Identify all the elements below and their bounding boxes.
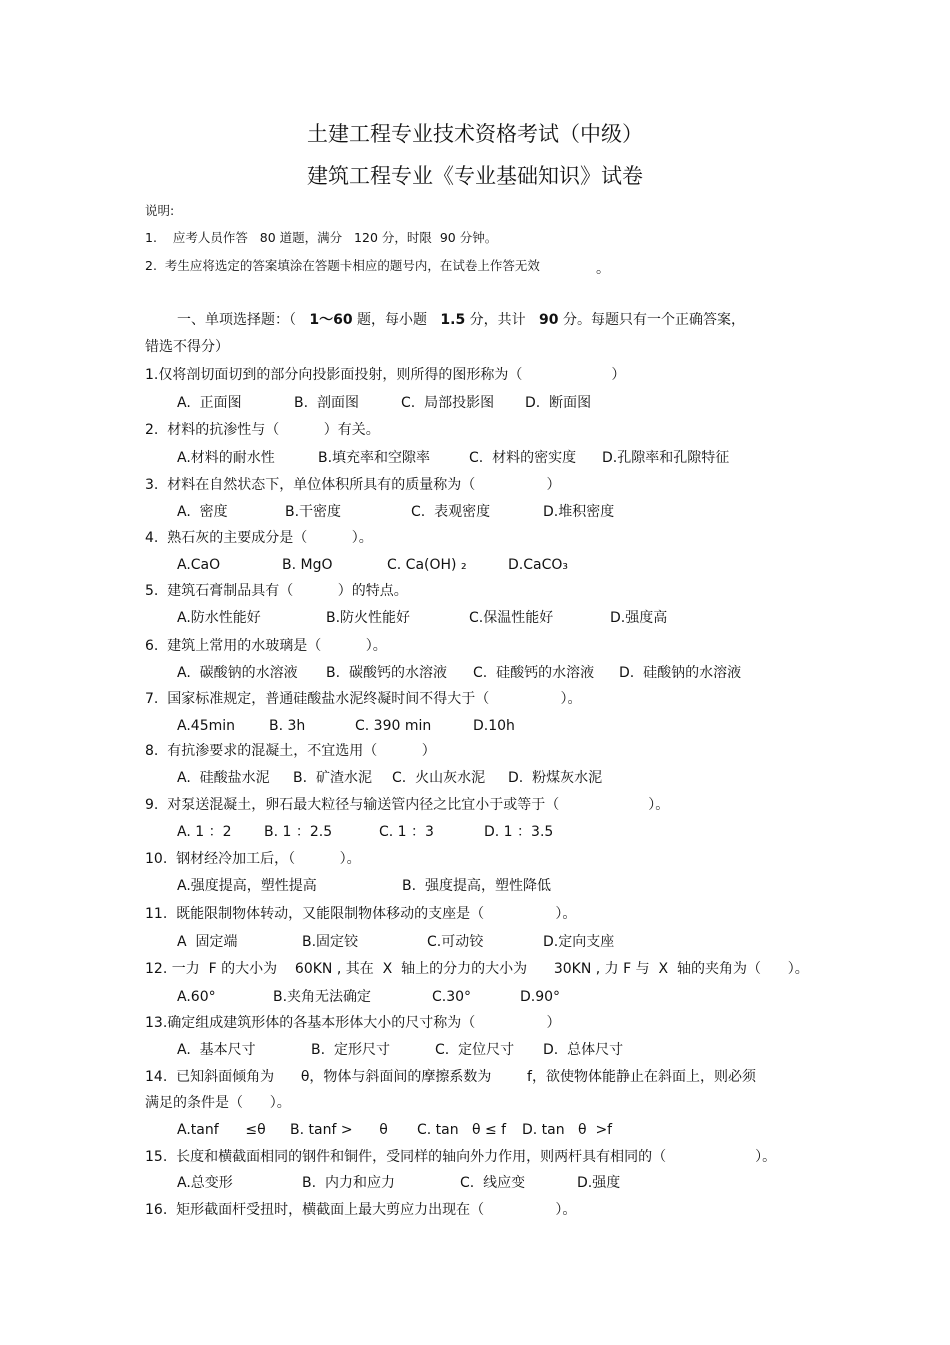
q1-option-a: A. 正面图 bbox=[177, 395, 242, 411]
q8-option-d: D. 粉煤灰水泥 bbox=[508, 770, 603, 786]
q4-option-a: A.CaO bbox=[177, 557, 221, 573]
q13-option-c: C. 定位尺寸 bbox=[435, 1042, 515, 1058]
q6-option-c: C. 硅酸钙的水溶液 bbox=[473, 665, 595, 681]
q5-option-c: C.保温性能好 bbox=[469, 610, 554, 626]
note-2: 2. 考生应将选定的答案填涂在答题卡相应的题号内，在试卷上作答无效 bbox=[145, 258, 540, 273]
question-5-stem: 5. 建筑石膏制品具有（ ）的特点。 bbox=[145, 583, 408, 599]
question-9-stem: 9. 对泵送混凝土，卵石最大粒径与输送管内径之比宜小于或等于（ ）。 bbox=[145, 797, 670, 813]
q15-option-d: D.强度 bbox=[577, 1175, 621, 1191]
section-heading-line2: 错选不得分） bbox=[145, 339, 229, 355]
q8-option-b: B. 矿渣水泥 bbox=[293, 770, 372, 786]
q9-option-d: D. 1 ：3.5 bbox=[484, 824, 554, 840]
q3-option-a: A. 密度 bbox=[177, 504, 228, 520]
question-14-stem-line2: 满足的条件是（ ）。 bbox=[145, 1095, 291, 1111]
q2-option-a: A.材料的耐水性 bbox=[177, 450, 275, 466]
q3-option-c: C. 表观密度 bbox=[411, 504, 491, 520]
q6-option-a: A. 碳酸钠的水溶液 bbox=[177, 665, 298, 681]
q9-option-a: A. 1 ：2 bbox=[177, 824, 232, 840]
q3-option-b: B.干密度 bbox=[285, 504, 342, 520]
section-total: 90 bbox=[539, 312, 559, 328]
q7-option-a: A.45min bbox=[177, 718, 235, 734]
section-pre: 一、单项选择题：（ bbox=[177, 312, 296, 328]
q12-option-b: B.夹角无法确定 bbox=[273, 989, 372, 1005]
question-14-stem: 14. 已知斜面倾角为 θ，物体与斜面间的摩擦系数为 f，欲使物体能静止在斜面上，则必须 bbox=[145, 1069, 756, 1085]
section-score: 1.5 bbox=[440, 312, 466, 328]
note-1: 1. 应考人员作答 80 道题，满分 120 分，时限 90 分钟。 bbox=[145, 230, 498, 245]
q7-option-d: D.10h bbox=[473, 718, 515, 734]
question-13-stem: 13.确定组成建筑形体的各基本形体大小的尺寸称为（ ） bbox=[145, 1015, 561, 1031]
q14-option-a: A.tanf ≤θ bbox=[177, 1122, 266, 1138]
q12-option-d: D.90° bbox=[520, 989, 561, 1005]
q8-option-a: A. 硅酸盐水泥 bbox=[177, 770, 270, 786]
section-mid-3: 分。每题只有一个正确答案， bbox=[562, 312, 745, 328]
q4-option-d: D.CaCO₃ bbox=[508, 557, 568, 573]
q1-option-d: D. 断面图 bbox=[525, 395, 592, 411]
q11-option-b: B.固定铰 bbox=[302, 934, 359, 950]
q6-option-d: D. 硅酸钠的水溶液 bbox=[619, 665, 742, 681]
exam-title: 土建工程专业技术资格考试（中级） bbox=[307, 122, 643, 146]
q2-option-d: D.孔隙率和孔隙特征 bbox=[602, 450, 730, 466]
q13-option-b: B. 定形尺寸 bbox=[311, 1042, 390, 1058]
q9-option-c: C. 1 ：3 bbox=[379, 824, 434, 840]
notes-heading: 说明: bbox=[145, 203, 175, 218]
exam-subtitle: 建筑工程专业《专业基础知识》试卷 bbox=[307, 164, 643, 188]
q3-option-d: D.堆积密度 bbox=[543, 504, 615, 520]
q14-option-d: D. tan θ >f bbox=[522, 1122, 613, 1138]
question-12-stem: 12. 一力 F 的大小为 60KN , 其在 X 轴上的分力的大小为 30KN , 力 F 与 X 轴的夹角为（ ）。 bbox=[145, 961, 809, 977]
q1-option-c: C. 局部投影图 bbox=[401, 395, 495, 411]
section-heading bbox=[177, 311, 745, 329]
q14-option-b: B. tanf > θ bbox=[290, 1122, 388, 1138]
question-6-stem: 6. 建筑上常用的水玻璃是（ ）。 bbox=[145, 638, 387, 654]
q15-option-c: C. 线应变 bbox=[460, 1175, 526, 1191]
q6-option-b: B. 碳酸钙的水溶液 bbox=[326, 665, 447, 681]
q4-option-b: B. MgO bbox=[282, 557, 333, 573]
question-8-stem: 8. 有抗渗要求的混凝土，不宜选用（ ） bbox=[145, 743, 436, 759]
q8-option-c: C. 火山灰水泥 bbox=[392, 770, 486, 786]
question-15-stem: 15. 长度和横截面相同的钢件和铜件，受同样的轴向外力作用，则两杆具有相同的（ ）。 bbox=[145, 1149, 777, 1165]
q12-option-a: A.60° bbox=[177, 989, 216, 1005]
q13-option-d: D. 总体尺寸 bbox=[543, 1042, 624, 1058]
q14-option-c: C. tan θ ≤ f bbox=[417, 1122, 507, 1138]
note-2-end: 。 bbox=[596, 261, 610, 277]
section-range: 1～60 bbox=[309, 312, 353, 328]
question-7-stem: 7. 国家标准规定，普通硅酸盐水泥终凝时间不得大于（ ）。 bbox=[145, 691, 582, 707]
q15-option-b: B. 内力和应力 bbox=[302, 1175, 395, 1191]
question-3-stem: 3. 材料在自然状态下，单位体积所具有的质量称为（ ） bbox=[145, 477, 561, 493]
question-10-stem: 10. 钢材经冷加工后，（ ）。 bbox=[145, 851, 361, 867]
q13-option-a: A. 基本尺寸 bbox=[177, 1042, 256, 1058]
q2-option-c: C. 材料的密实度 bbox=[469, 450, 577, 466]
q5-option-a: A.防水性能好 bbox=[177, 610, 261, 626]
q11-option-a: A 固定端 bbox=[177, 934, 238, 950]
q2-option-b: B.填充率和空隙率 bbox=[318, 450, 431, 466]
q11-option-c: C.可动铰 bbox=[427, 934, 484, 950]
q10-option-a: A.强度提高，塑性提高 bbox=[177, 878, 317, 894]
section-mid-1: 题，每小题 bbox=[357, 312, 428, 328]
q7-option-c: C. 390 min bbox=[355, 718, 432, 734]
q7-option-b: B. 3h bbox=[269, 718, 306, 734]
question-1-stem: 1.仅将剖切面切到的部分向投影面投射，则所得的图形称为（ ） bbox=[145, 367, 626, 383]
q1-option-b: B. 剖面图 bbox=[294, 395, 359, 411]
q9-option-b: B. 1 ：2.5 bbox=[264, 824, 333, 840]
q10-option-b: B. 强度提高，塑性降低 bbox=[402, 878, 551, 894]
q5-option-b: B.防火性能好 bbox=[326, 610, 411, 626]
q5-option-d: D.强度高 bbox=[610, 610, 668, 626]
question-11-stem: 11. 既能限制物体转动，又能限制物体移动的支座是（ ）。 bbox=[145, 906, 577, 922]
q4-option-c: C. Ca(OH) ₂ bbox=[387, 557, 467, 573]
question-4-stem: 4. 熟石灰的主要成分是（ ）。 bbox=[145, 530, 373, 546]
q15-option-a: A.总变形 bbox=[177, 1175, 233, 1191]
q12-option-c: C.30° bbox=[432, 989, 472, 1005]
question-2-stem: 2. 材料的抗渗性与（ ）有关。 bbox=[145, 422, 380, 438]
q11-option-d: D.定向支座 bbox=[543, 934, 615, 950]
section-mid-2: 分，共计 bbox=[469, 312, 526, 328]
question-16-stem: 16. 矩形截面杆受扭时，横截面上最大剪应力出现在（ ）。 bbox=[145, 1202, 577, 1218]
